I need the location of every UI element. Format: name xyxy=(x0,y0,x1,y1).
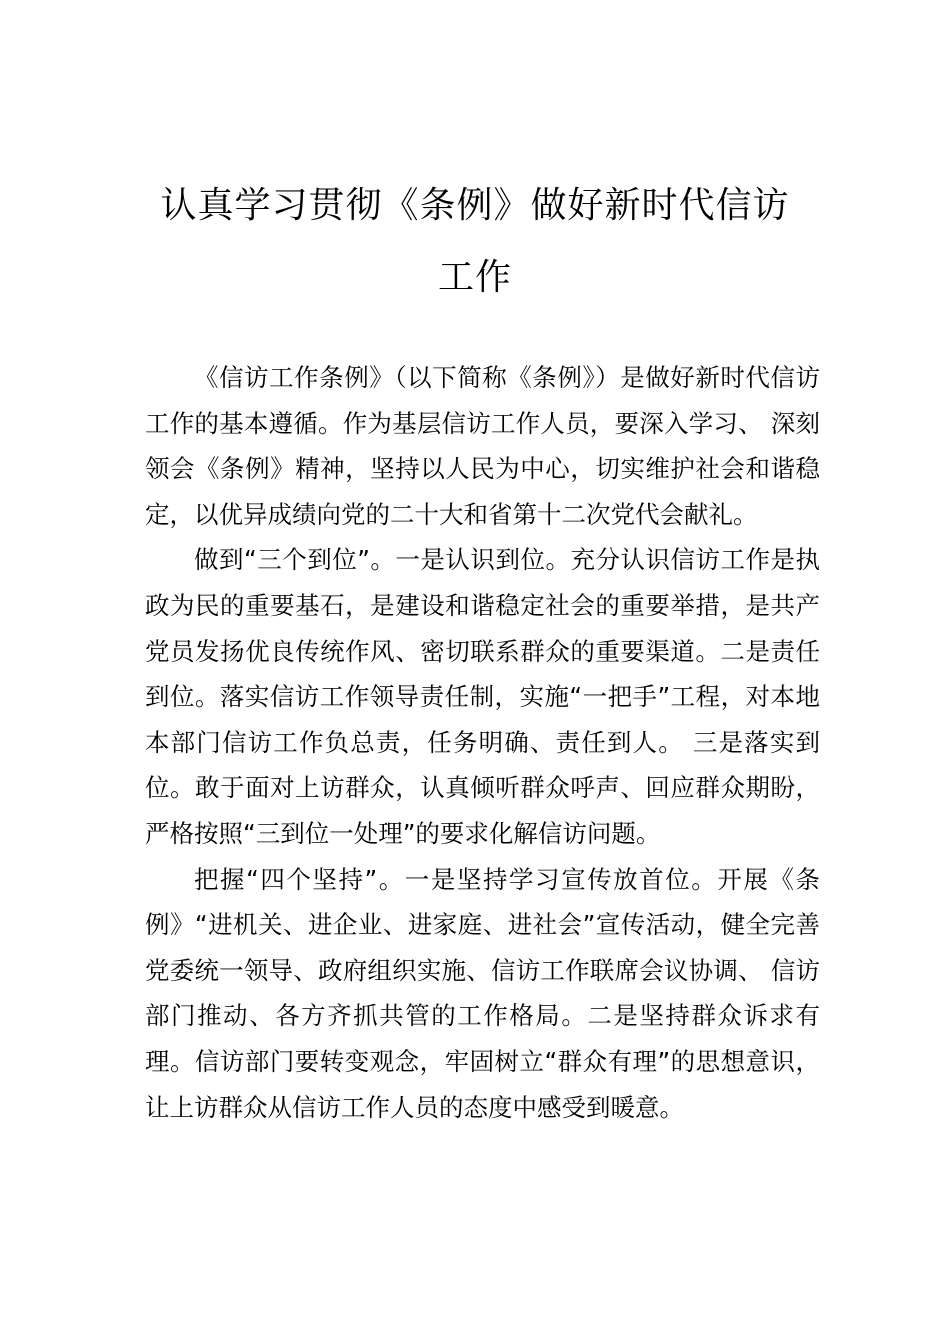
paragraph-four-adherences: 把握“四个坚持”。一是坚持学习宣传放首位。开展《条例》“进机关、进企业、进家庭、进社会”宣传活动，健全完善党委统一领导、政府组织实施、信访工作联席会议协调、 信访部门推动、各方齐抓共管的工作格局。二是坚持群众诉求有理。信访部门要转变观念，牢固树立“群众有理”的思想意识，让上访群众从信访工作人员的态度中感受到暖意。 xyxy=(145,864,820,1122)
paragraph-intro: 《信访工作条例》（以下简称《条例》）是做好新时代信访工作的基本遵循。作为基层信访工作人员，要深入学习、 深刻领会《条例》精神，坚持以人民为中心，切实维护社会和谐稳定，以优异成绩向党的二十大和省第十二次党代会献礼。 xyxy=(145,363,820,529)
document-title: 认真学习贯彻《条例》做好新时代信访工作 xyxy=(160,185,790,298)
paragraph-three-in-place: 做到“三个到位”。一是认识到位。充分认识信访工作是执政为民的重要基石，是建设和谐稳定社会的重要举措，是共产党员发扬优良传统作风、密切联系群众的重要渠道。二是责任到位。落实信访工作领导责任制，实施“一把手”工程，对本地本部门信访工作负总责，任务明确、责任到人。 三是落实到位。敢于面对上访群众，认真倾听群众呼声、回应群众期盼，严格按照“三到位一处理”的要求化解信访问题。 xyxy=(145,545,820,848)
document-body xyxy=(145,355,820,1130)
